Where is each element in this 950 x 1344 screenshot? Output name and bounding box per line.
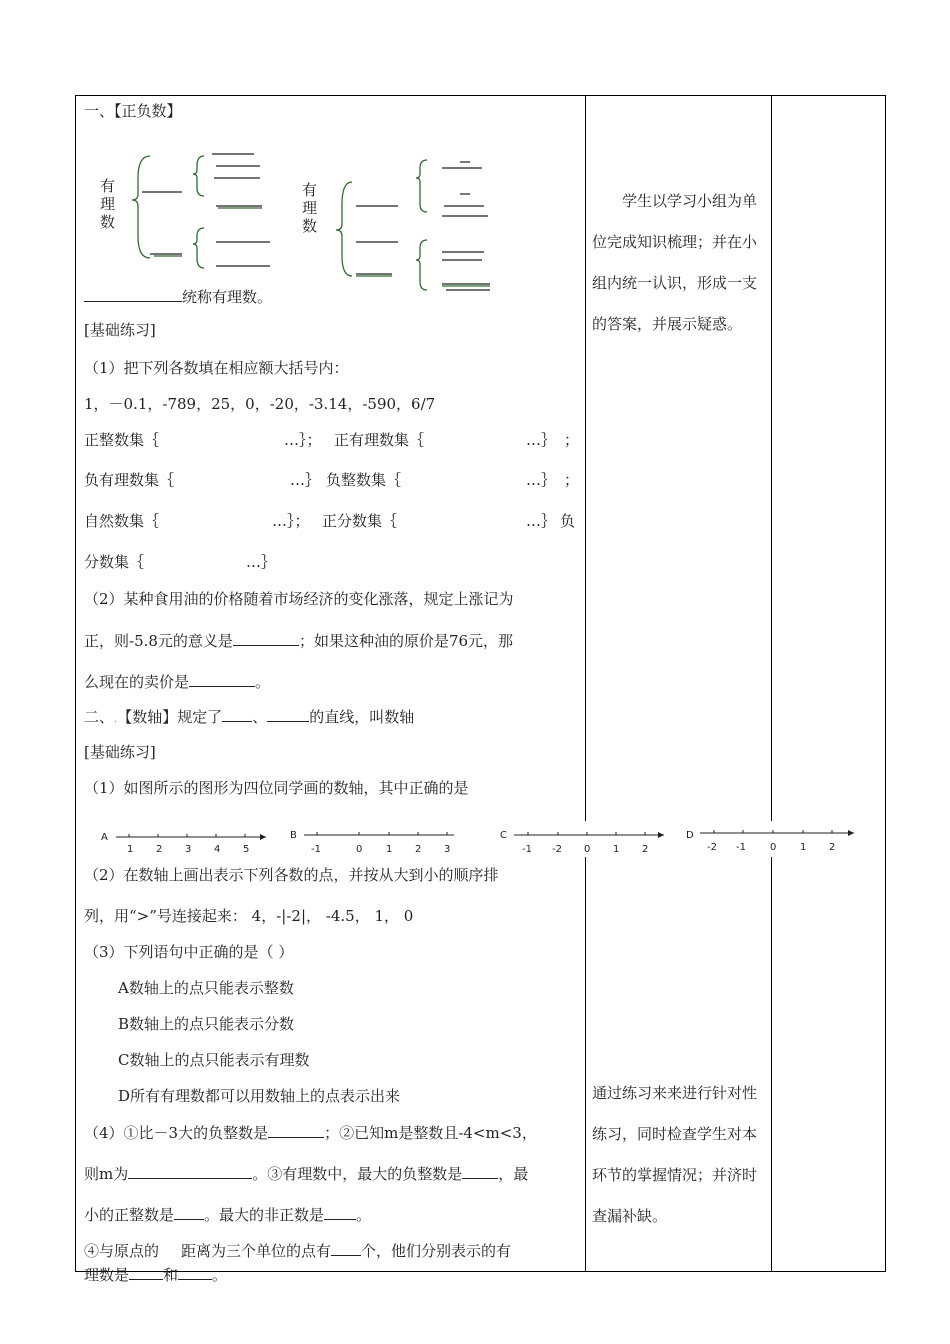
q2-meaning-blank[interactable] [233,631,299,646]
q4-blank-2[interactable] [128,1164,252,1179]
diagram1-label: 有理数 [100,177,116,231]
section1-heading: 一、【正负数】 [84,102,182,120]
diagram2-main-brace [336,182,352,276]
diagram1-lower-brace [193,228,204,268]
numberline-a-tick-4: 4 [214,844,221,855]
sidebar-note-2: 通过练习来来进行针对性练习，同时检查学生对本环节的掌握情况；并济时查漏补缺。 [592,1084,758,1225]
section2-q4-line4: ④与原点的 距离为三个单位的点有 个，他们分别表示的有 [84,1242,512,1260]
numberline-d-arrow [848,830,854,836]
section1-q2-line2: 正，则-5.8元的意义是 ；如果这种油的原价是76元，那 [84,632,514,650]
numberline-c-arrow [658,832,664,838]
classification-diagram [120,148,500,298]
axis-blank-2[interactable] [267,707,309,722]
q4-blank-7[interactable] [129,1265,163,1280]
numberline-a-arrow [260,834,266,840]
set-positive-fraction-close: …｝ [526,512,557,530]
q3-option-c[interactable]: C数轴上的点只能表示有理数 [118,1051,310,1069]
numberline-c-label: C [500,830,507,841]
number-lines-figure [98,820,868,858]
sidebar-note-1: 学生以学习小组为单位完成知识梳理；并在小组内统一认识，形成一支的答案，并展示疑惑。 [592,192,758,333]
section2-q4-line2: 则m为 。③有理数中，最大的负整数是 ，最 [84,1165,529,1183]
q4-blank-4[interactable] [174,1205,204,1220]
numberline-b-tick-4: 2 [415,844,422,855]
q3-option-b[interactable]: B数轴上的点只能表示分数 [118,1015,295,1033]
set-semicolon-1: ； [564,431,580,449]
section2-q4-line1: （4）①比－3大的负整数是 ；②已知m是整数且-4<m<3， [84,1124,537,1142]
set-negative-rational-close: …｝ [290,471,321,489]
set-negative-fraction: 分数集｛ [84,553,145,571]
column-divider-2-bottom [771,857,772,1272]
numberline-c-tick-1: -1 [522,844,532,855]
section1-basic-practice: [基础练习] [84,321,156,339]
numberline-b-label: B [290,830,297,841]
collective-suffix: 统称有理数。 [182,288,273,306]
set-positive-rational: 正有理数集｛ [334,431,425,449]
q2-price-blank[interactable] [189,672,255,687]
section1-q2-line1: （2）某种食用油的价格随着市场经济的变化涨落，规定上涨记为 [84,590,514,608]
collective-statement [84,287,272,307]
set-positive-integer-close: …｝； [284,431,322,449]
set-positive-integer: 正整数集｛ [84,431,160,449]
table-left-border [75,95,76,1272]
section2-q4-line3: 小的正整数是 。最大的非正数是 。 [84,1206,372,1224]
numberline-a-tick-5: 5 [243,844,250,855]
set-positive-rational-close: …｝ [526,431,557,449]
numberline-c-tick-2: -2 [552,844,562,855]
table-right-border [885,95,886,1272]
numberline-d-tick-2: -1 [736,842,746,853]
section2-q3-prompt: （3）下列语句中正确的是（ ） [84,943,294,961]
section2-q1: （1）如图所示的图形为四位同学画的数轴，其中正确的是 [84,779,469,797]
section2-q2-line2: 列，用“>”号连接起来： 4，-|-2|， -4.5， 1， 0 [84,907,414,925]
numberline-d-label: D [686,830,694,841]
section2-heading: 二、.【数轴】规定了 、 的直线，叫数轴 [84,708,415,726]
section2-basic-practice: [基础练习] [84,743,156,761]
axis-blank-1[interactable] [222,707,252,722]
numberline-d-tick-1: -2 [707,842,717,853]
q4-blank-8[interactable] [178,1265,212,1280]
set-negative-integer-close: …｝ [526,471,557,489]
numberline-a-tick-3: 3 [185,844,192,855]
section1-q2-line3: 么现在的卖价是 。 [84,673,271,691]
section2-q2-line1: （2）在数轴上画出表示下列各数的点，并按从大到小的顺序排 [84,866,499,884]
set-positive-fraction: 正分数集｛ [322,512,398,530]
q3-option-a[interactable]: A数轴上的点只能表示整数 [118,979,294,997]
section1-q1-prompt: （1）把下列各数填在相应额大括号内： [84,359,349,377]
set-semicolon-2: ； [564,471,580,489]
set-natural-close: …｝； [272,512,310,530]
diagram2-lower-brace [416,240,427,290]
numberline-d-tick-5: 2 [829,842,836,853]
set-natural: 自然数集｛ [84,512,160,530]
q4-blank-3[interactable] [462,1164,498,1179]
column-divider-2-top [771,95,772,821]
set-negative-rational: 负有理数集｛ [84,471,175,489]
numberline-c-tick-5: 2 [642,844,649,855]
diagram1-main-brace [132,156,150,258]
table-top-border [75,95,886,96]
section1-q1-numbers: 1，－0.1，-789，25，0，-20，-3.14，-590，6/7 [84,395,436,413]
q4-blank-1[interactable] [268,1123,324,1138]
column-divider-1-top [585,95,586,821]
numberline-c-tick-3: 0 [584,844,591,855]
numberline-d-tick-3: 0 [770,842,777,853]
numberline-a-tick-2: 2 [156,844,163,855]
diagram2-label: 有理数 [302,181,318,235]
numberline-b-tick-2: 0 [356,844,363,855]
numberline-a-label: A [101,832,108,843]
numberline-a-tick-1: 1 [127,844,134,855]
numberline-b-tick-3: 1 [386,844,393,855]
set-negative-fraction-start: 负 [560,512,576,530]
numberline-b-tick-5: 3 [444,844,451,855]
q4-blank-5[interactable] [324,1205,356,1220]
numberline-d-tick-4: 1 [800,842,807,853]
numberline-c-tick-4: 1 [613,844,620,855]
section2-q4-line5: 理数是 和 。 [84,1266,228,1284]
collective-blank[interactable] [84,287,182,302]
set-negative-fraction-close: …｝ [246,553,277,571]
set-negative-integer: 负整数集｛ [326,471,402,489]
numberline-b-tick-1: -1 [311,844,321,855]
q4-blank-6[interactable] [331,1241,361,1256]
diagram1-upper-brace [193,156,204,196]
q3-option-d[interactable]: D所有有理数都可以用数轴上的点表示出来 [118,1087,401,1105]
column-divider-1-bottom [585,857,586,1272]
diagram2-upper-brace [416,160,427,212]
